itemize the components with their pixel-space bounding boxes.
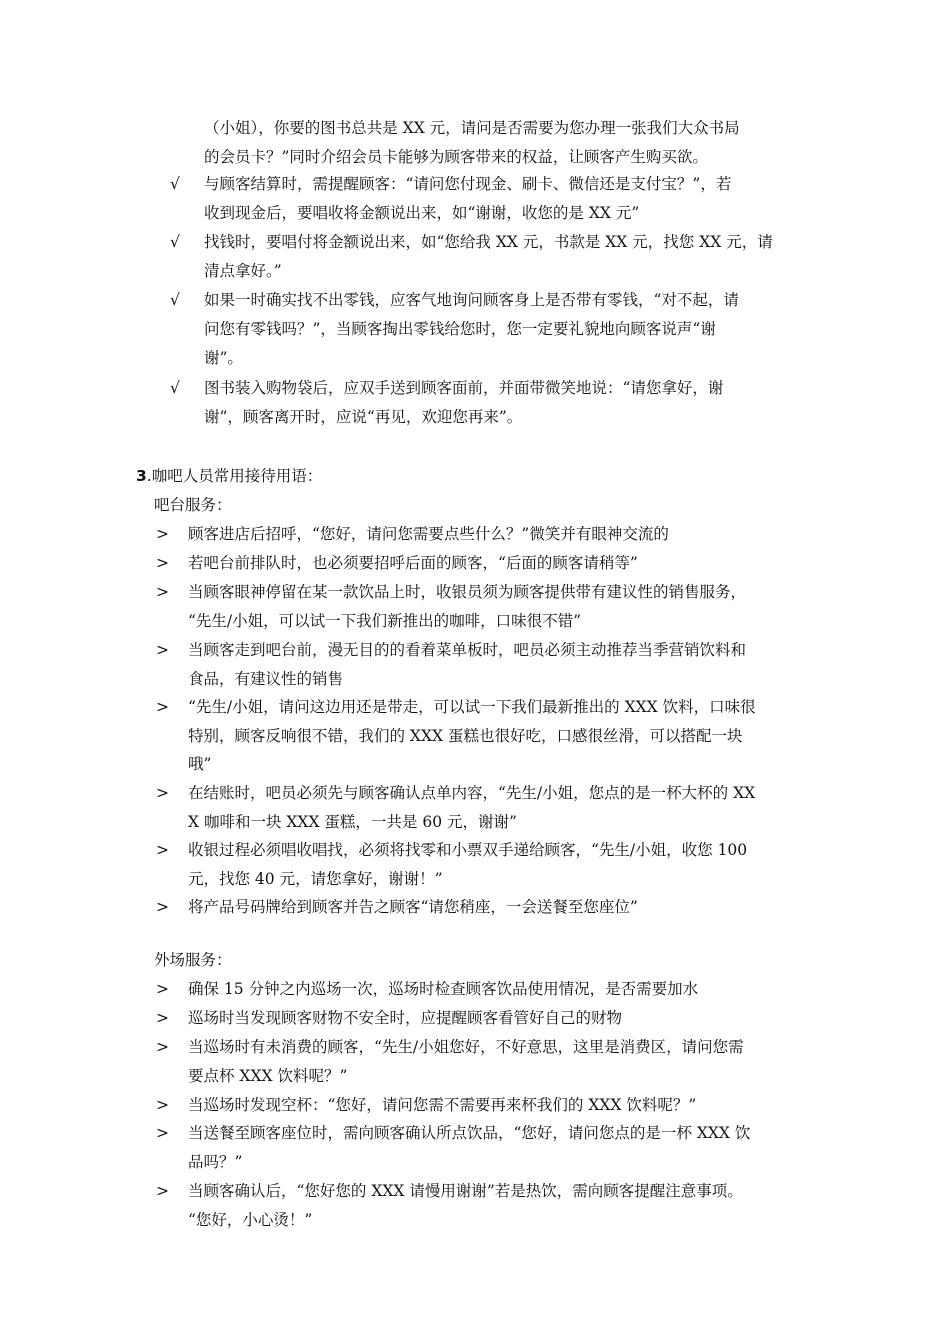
list-item-line: 当巡场时有未消费的顾客，“先生/小姐您好，不好意思，这里是消费区，请问您需 (188, 1038, 744, 1056)
arrow-bullet: > (156, 1038, 169, 1056)
list-item-line: 巡场时当发现顾客财物不安全时，应提醒顾客看管好自己的财物 (188, 1009, 623, 1027)
continuation-line: （小姐），你要的图书总共是 XX 元，请问是否需要为您办理一张我们大众书局 (204, 119, 740, 137)
list-item-line: 如果一时确实找不出零钱，应客气地询问顾客身上是否带有零钱，“对不起，请 (204, 291, 739, 309)
list-item-line: 食品，有建议性的销售 (188, 669, 344, 688)
list-item-line: 要点杯 XXX 饮料呢？” (188, 1066, 348, 1085)
list-item-line: 确保 15 分钟之内巡场一次，巡场时检查顾客饮品使用情况，是否需要加水 (188, 980, 699, 998)
check-mark-bullet: √ (170, 379, 180, 397)
list-item-line: “先生/小姐，请问这边用还是带走，可以试一下我们最新推出的 XXX 饮料，口味很 (188, 698, 756, 716)
list-item-line: “先生/小姐，可以试一下我们新推出的咖啡，口味很不错” (188, 611, 582, 630)
list-item-line: 将产品号码牌给到顾客并告之顾客“请您稍座，一会送餐至您座位” (188, 898, 638, 916)
list-item-line: 当顾客走到吧台前，漫无目的的看着菜单板时，吧员必须主动推荐当季营销饮料和 (188, 641, 747, 659)
list-item-line: 顾客进店后招呼，“您好，请问您需要点些什么？”微笑并有眼神交流的 (188, 525, 669, 543)
arrow-bullet: > (156, 1096, 169, 1114)
list-item-line: 谢”。 (204, 349, 243, 367)
arrow-bullet: > (156, 1009, 169, 1027)
arrow-bullet: > (156, 898, 169, 916)
list-item-line: 哦” (188, 755, 212, 774)
arrow-bullet: > (156, 1124, 169, 1142)
section-number: 3 (136, 467, 147, 485)
list-item-line: 当巡场时发现空杯：“您好，请问您需不需要再来杯我们的 XXX 饮料呢？” (188, 1096, 697, 1114)
arrow-bullet: > (156, 525, 169, 543)
arrow-bullet: > (156, 698, 169, 716)
list-item-line: 当顾客眼神停留在某一款饮品上时，收银员须为顾客提供带有建议性的销售服务， (188, 583, 747, 601)
list-item-line: “您好，小心烫！” (188, 1210, 313, 1229)
list-item-line: 收到现金后，要唱收将金额说出来，如“谢谢，收您的是 XX 元” (204, 204, 640, 222)
subsection-label: 吧台服务： (154, 496, 232, 514)
list-item-line: 若吧台前排队时，也必须要招呼后面的顾客，“后面的顾客请稍等” (188, 554, 638, 572)
section-heading (136, 466, 322, 486)
list-item-line: 收银过程必须唱收唱找，必须将找零和小票双手递给顾客，“先生/小姐，收您 100 (188, 841, 748, 859)
list-item-line: 元，找您 40 元，请您拿好，谢谢！” (188, 869, 443, 888)
list-item-line: 品吗？” (188, 1152, 243, 1171)
check-mark-bullet: √ (170, 233, 180, 251)
list-item-line: 问您有零钱吗？”，当顾客掏出零钱给您时，您一定要礼貌地向顾客说声“谢 (204, 320, 716, 338)
list-item-line: 当送餐至顾客座位时，需向顾客确认所点饮品，“您好，请问您点的是一杯 XXX 饮 (188, 1124, 751, 1142)
subsection-label: 外场服务： (154, 951, 232, 969)
section-heading-text: .咖吧人员常用接待用语： (146, 467, 323, 485)
list-item-line: 当顾客确认后，“您好您的 XXX 请慢用谢谢”若是热饮，需向顾客提醒注意事项。 (188, 1182, 743, 1200)
list-item-line: 图书装入购物袋后，应双手送到顾客面前，并面带微笑地说：“请您拿好，谢 (204, 379, 724, 397)
arrow-bullet: > (156, 554, 169, 572)
arrow-bullet: > (156, 841, 169, 859)
arrow-bullet: > (156, 980, 169, 998)
continuation-line: 的会员卡？”同时介绍会员卡能够为顾客带来的权益，让顾客产生购买欲。 (204, 148, 708, 166)
arrow-bullet: > (156, 784, 169, 802)
arrow-bullet: > (156, 583, 169, 601)
list-item-line: 与顾客结算时，需提醒顾客：“请问您付现金、刷卡、微信还是支付宝？”，若 (204, 175, 732, 193)
arrow-bullet: > (156, 1182, 169, 1200)
list-item-line: 在结账时，吧员必须先与顾客确认点单内容，“先生/小姐，您点的是一杯大杯的 XX (188, 784, 756, 802)
list-item-line: 找钱时，要唱付将金额说出来，如“您给我 XX 元，书款是 XX 元，找您 XX 元，请 (204, 233, 773, 251)
arrow-bullet: > (156, 641, 169, 659)
list-item-line: 谢”，顾客离开时，应说“再见，欢迎您再来”。 (204, 408, 523, 426)
check-mark-bullet: √ (170, 175, 180, 193)
check-mark-bullet: √ (170, 291, 180, 309)
list-item-line: 清点拿好。” (204, 262, 282, 280)
list-item-line: X 咖啡和一块 XXX 蛋糕，一共是 60 元，谢谢” (188, 812, 517, 831)
list-item-line: 特别，顾客反响很不错，我们的 XXX 蛋糕也很好吃，口感很丝滑，可以搭配一块 (188, 726, 743, 745)
